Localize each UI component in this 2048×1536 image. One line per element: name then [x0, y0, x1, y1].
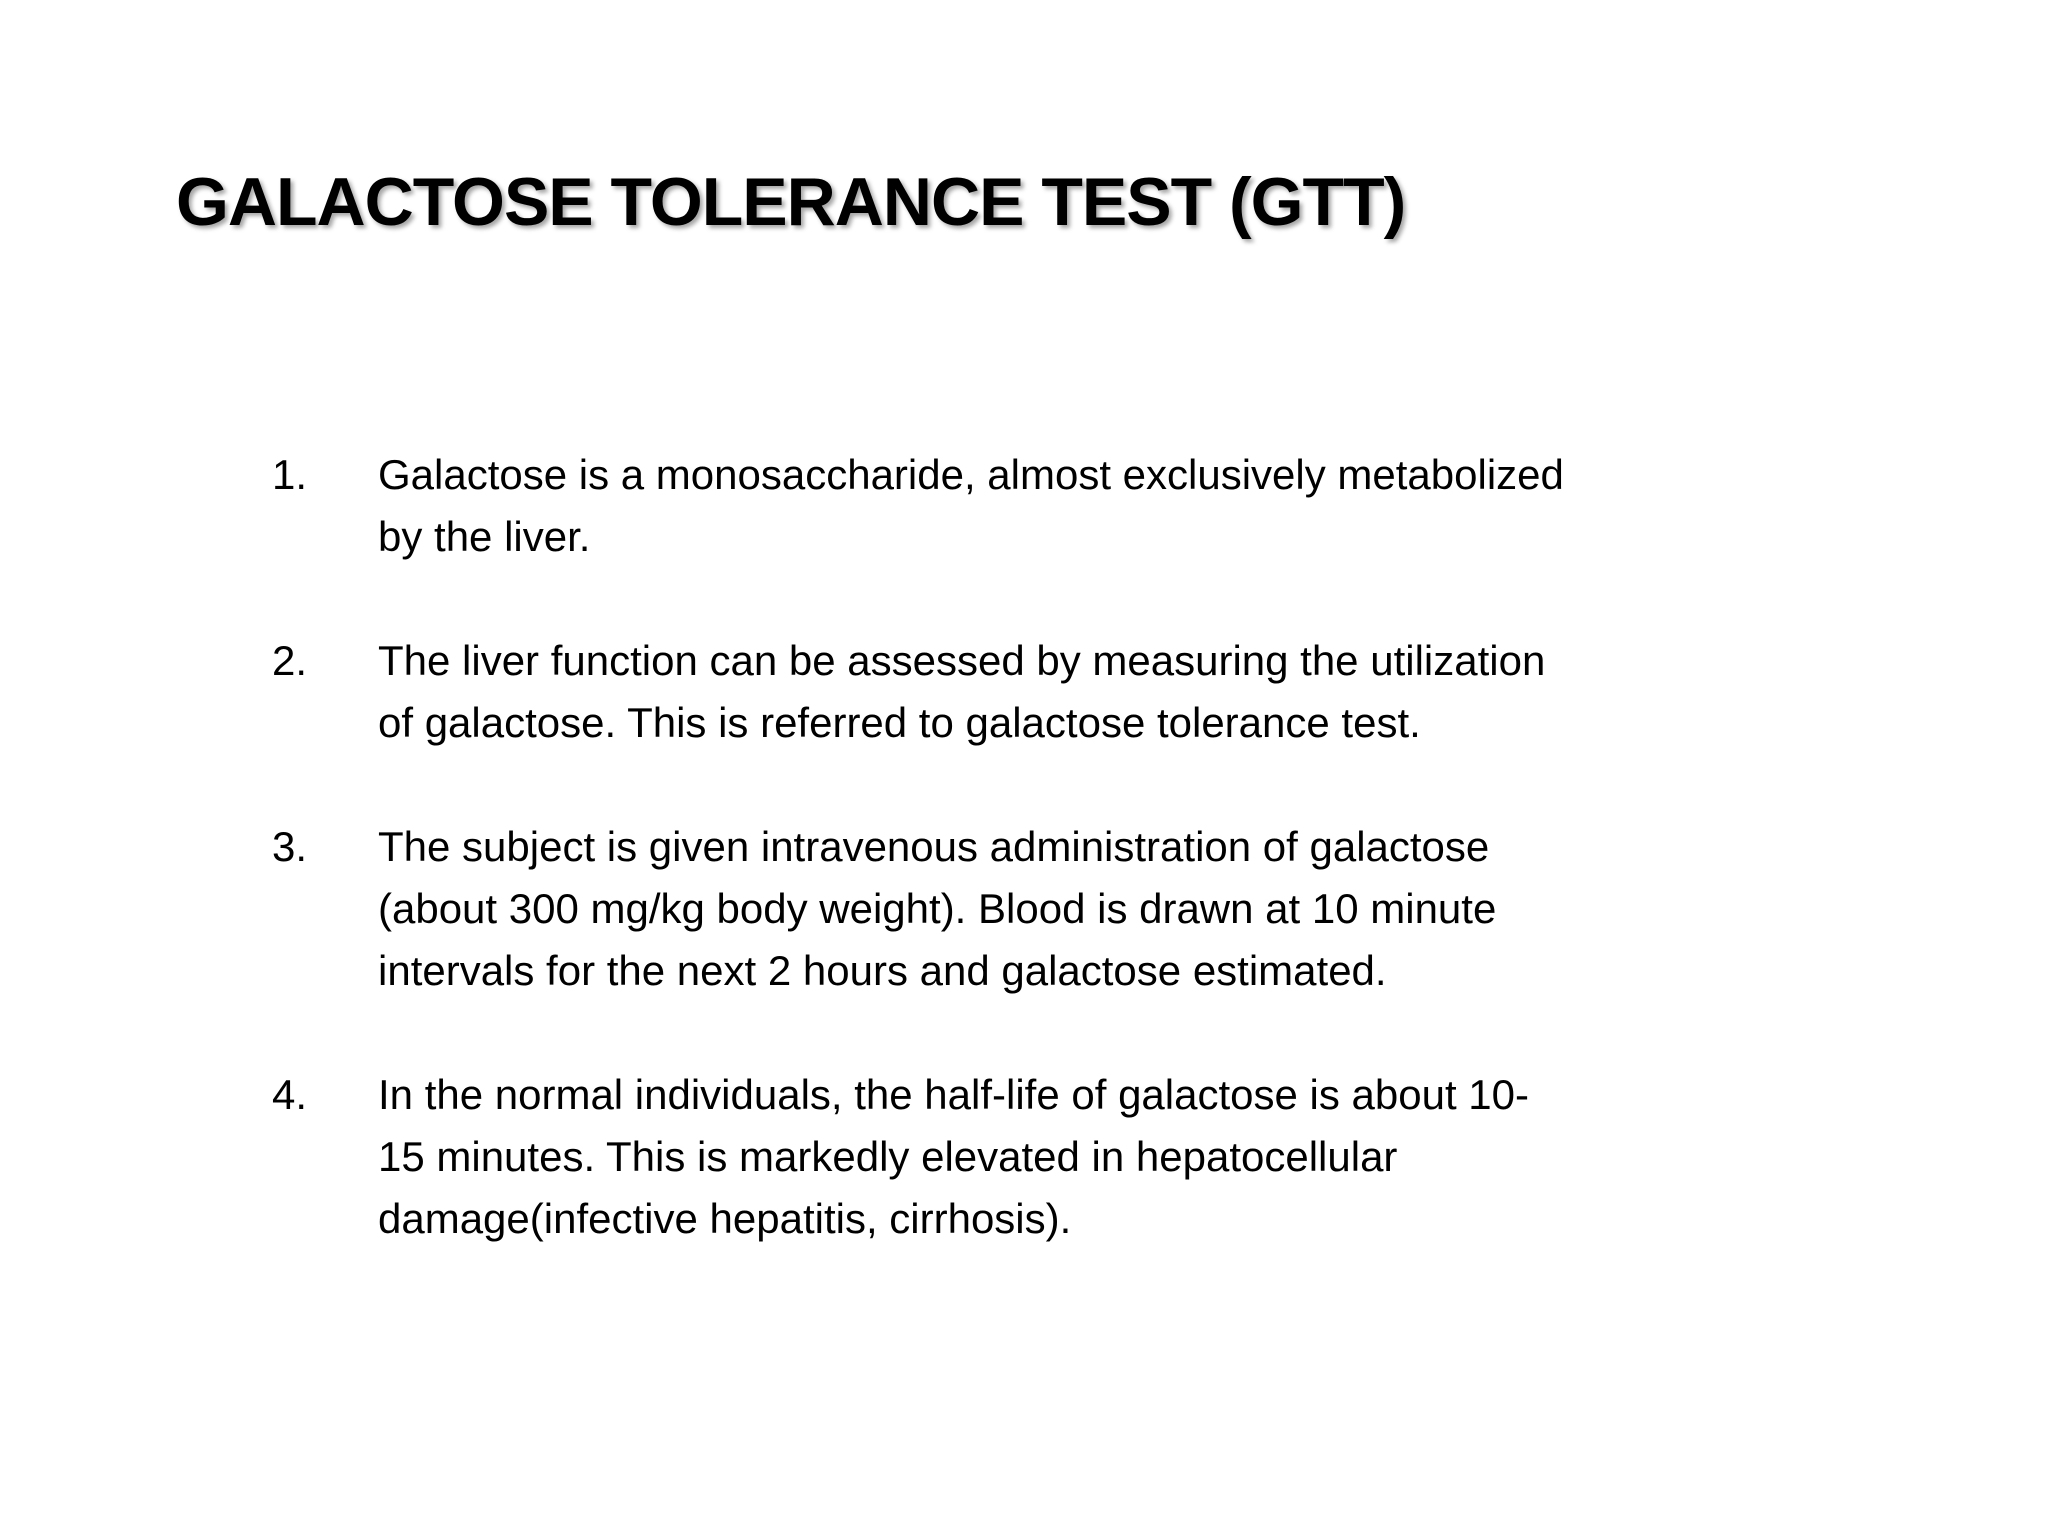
- list-item: [272, 444, 1712, 568]
- list-item-number: 4.: [272, 1071, 308, 1118]
- numbered-list: [272, 444, 1712, 1312]
- list-item-text: The liver function can be assessed by measuring the utilization of galactose. This is referred to galactose tolerance test.: [378, 637, 1546, 746]
- list-item-text: In the normal individuals, the half-life of galactose is about 10- 15 minutes. This is markedly elevated in hepatocellular damage(infective hepatitis, cirrhosis).: [378, 1071, 1530, 1242]
- list-item-number: 3.: [272, 823, 308, 870]
- list-item-number: 2.: [272, 637, 308, 684]
- list-item-number: 1.: [272, 451, 308, 498]
- list-item: [272, 630, 1712, 754]
- list-item: [272, 816, 1712, 1002]
- slide-title: GALACTOSE TOLERANCE TEST (GTT): [176, 164, 1406, 240]
- list-item-text: The subject is given intravenous administration of galactose (about 300 mg/kg body weight). Blood is drawn at 10 minute intervals for the next 2 hours and galactose estimated.: [378, 823, 1497, 994]
- list-item-text: Galactose is a monosaccharide, almost exclusively metabolized by the liver.: [378, 451, 1564, 560]
- list-item: [272, 1064, 1712, 1250]
